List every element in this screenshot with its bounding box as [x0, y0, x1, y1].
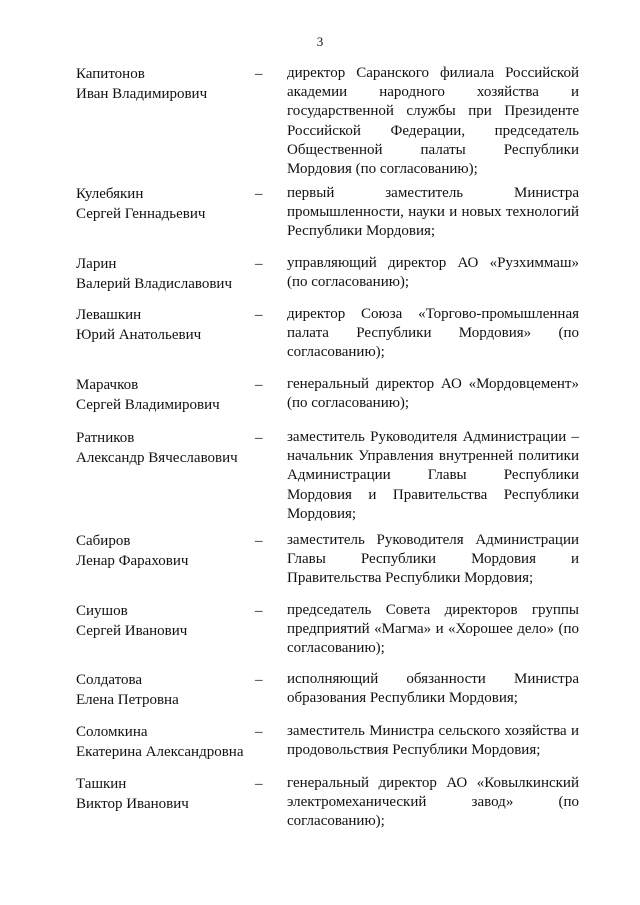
- member-position: генеральный директор АО «Ковылкинский электромеханический завод» (по согласованию);: [287, 775, 579, 830]
- separator-dash: –: [255, 186, 263, 202]
- member-given-names: Виктор Иванович: [76, 796, 189, 812]
- member-name: [76, 184, 256, 224]
- member-position: управляющий директор АО «Рузхиммаш» (по согласованию);: [287, 255, 579, 291]
- separator-dash: –: [255, 307, 263, 323]
- member-name: [76, 722, 256, 762]
- member-surname: Ташкин: [76, 776, 127, 792]
- member-position: директор Саранского филиала Российской академии народного хозяйства и государственной службы при Президенте Российской Федерации, председатель Общественной палаты Республики Мордовия (по согласованию);: [287, 65, 579, 178]
- separator-dash: –: [255, 256, 263, 272]
- member-given-names: Валерий Владиславович: [76, 276, 232, 292]
- member-name: [76, 428, 256, 468]
- member-position: исполняющий обязанности Министра образования Республики Мордовия;: [287, 671, 579, 707]
- member-name: [76, 531, 256, 571]
- member-surname: Соломкина: [76, 724, 148, 740]
- member-given-names: Елена Петровна: [76, 692, 179, 708]
- member-name: [76, 305, 256, 345]
- separator-dash: –: [255, 533, 263, 549]
- member-given-names: Александр Вячеславович: [76, 450, 238, 466]
- member-position: первый заместитель Министра промышленности, науки и новых технологий Республики Мордовия;: [287, 185, 579, 240]
- member-position: директор Союза «Торгово-промышленная палата Республики Мордовия» (по согласованию);: [287, 306, 579, 361]
- member-given-names: Сергей Геннадьевич: [76, 206, 206, 222]
- member-surname: Ларин: [76, 256, 117, 272]
- member-given-names: Екатерина Александровна: [76, 744, 244, 760]
- separator-dash: –: [255, 377, 263, 393]
- member-position: заместитель Руководителя Администрации – начальник Управления внутренней политики Администрации Главы Республики Мордовия и Правительства Республики Мордовия;: [287, 429, 579, 522]
- page-number: 3: [316, 34, 324, 49]
- member-position: заместитель Министра сельского хозяйства и продовольствия Республики Мордовия;: [287, 723, 579, 759]
- member-surname: Ратников: [76, 430, 135, 446]
- member-surname: Кулебякин: [76, 186, 144, 202]
- member-surname: Капитонов: [76, 66, 145, 82]
- member-given-names: Юрий Анатольевич: [76, 327, 202, 343]
- member-name: [76, 774, 256, 814]
- member-position: генеральный директор АО «Мордовцемент» (по согласованию);: [287, 376, 579, 412]
- member-name: [76, 375, 256, 415]
- separator-dash: –: [255, 603, 263, 619]
- member-surname: Сабиров: [76, 533, 131, 549]
- member-name: [76, 601, 256, 641]
- member-name: [76, 254, 256, 294]
- member-position: председатель Совета директоров группы предприятий «Магма» и «Хорошее дело» (по согласованию);: [287, 602, 579, 657]
- member-given-names: Сергей Владимирович: [76, 397, 220, 413]
- separator-dash: –: [255, 66, 263, 82]
- member-surname: Марачков: [76, 377, 139, 393]
- member-given-names: Ленар Фарахович: [76, 553, 189, 569]
- member-name: [76, 64, 256, 104]
- separator-dash: –: [255, 724, 263, 740]
- separator-dash: –: [255, 672, 263, 688]
- member-surname: Солдатова: [76, 672, 143, 688]
- member-surname: Сиушов: [76, 603, 128, 619]
- member-position: заместитель Руководителя Администрации Главы Республики Мордовия и Правительства Республики Мордовия;: [287, 532, 579, 587]
- member-given-names: Сергей Иванович: [76, 623, 188, 639]
- member-given-names: Иван Владимирович: [76, 86, 208, 102]
- separator-dash: –: [255, 430, 263, 446]
- separator-dash: –: [255, 776, 263, 792]
- member-name: [76, 670, 256, 710]
- member-surname: Левашкин: [76, 307, 142, 323]
